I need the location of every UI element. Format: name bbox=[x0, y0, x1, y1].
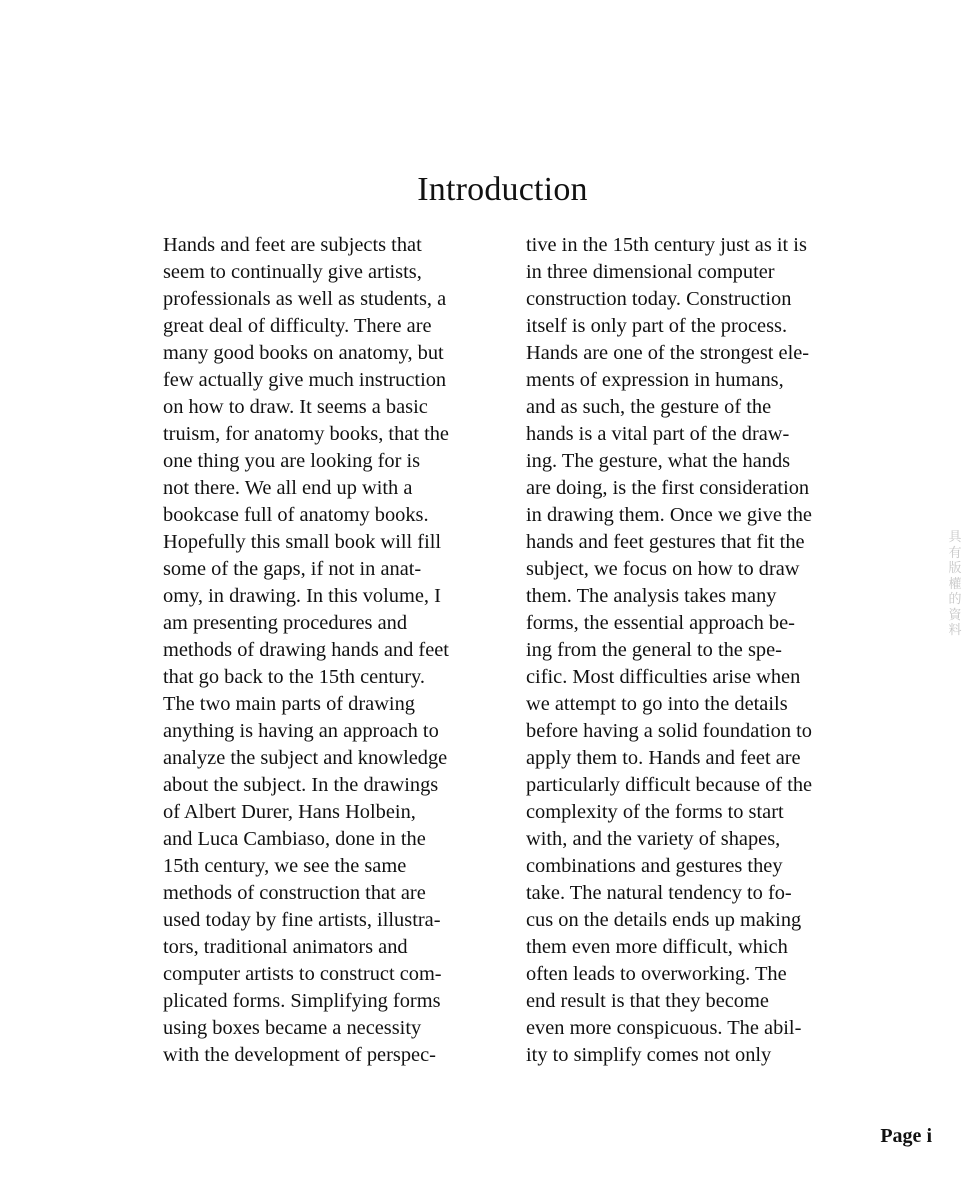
text-line: hands and feet gestures that fit the bbox=[526, 531, 805, 553]
text-line: in drawing them. Once we give the bbox=[526, 504, 812, 526]
text-line: with the development of perspec- bbox=[163, 1044, 436, 1066]
watermark-char: 的 bbox=[948, 592, 962, 607]
text-line: professionals as well as students, a bbox=[163, 288, 447, 310]
text-line: take. The natural tendency to fo- bbox=[526, 882, 792, 904]
text-line: of Albert Durer, Hans Holbein, bbox=[163, 801, 416, 823]
text-line: Hopefully this small book will fill bbox=[163, 531, 442, 553]
text-line: with, and the variety of shapes, bbox=[526, 828, 781, 850]
text-line: some of the gaps, if not in anat- bbox=[163, 558, 422, 580]
text-line: apply them to. Hands and feet are bbox=[526, 747, 801, 769]
watermark-char: 有 bbox=[948, 545, 962, 561]
text-line: methods of construction that are bbox=[163, 882, 426, 904]
text-line: itself is only part of the process. bbox=[526, 315, 788, 337]
text-line: end result is that they become bbox=[526, 990, 769, 1012]
text-line: in three dimensional computer bbox=[526, 261, 775, 283]
watermark-stamp bbox=[946, 530, 964, 639]
text-line: analyze the subject and knowledge bbox=[163, 747, 448, 769]
text-line: complexity of the forms to start bbox=[526, 801, 784, 823]
text-line: tors, traditional animators and bbox=[163, 936, 408, 958]
text-line: cus on the details ends up making bbox=[526, 909, 802, 931]
text-line: Hands are one of the strongest ele- bbox=[526, 342, 810, 364]
text-line: and as such, the gesture of the bbox=[526, 396, 772, 418]
text-line: ments of expression in humans, bbox=[526, 369, 784, 391]
text-line: methods of drawing hands and feet bbox=[163, 639, 449, 661]
watermark-char: 權 bbox=[948, 576, 962, 592]
text-line: we attempt to go into the details bbox=[526, 693, 788, 715]
text-line: cific. Most difficulties arise when bbox=[526, 666, 801, 688]
text-line: that go back to the 15th century. bbox=[163, 666, 425, 688]
text-line: combinations and gestures they bbox=[526, 855, 783, 877]
text-column-right bbox=[526, 232, 812, 1069]
text-line: few actually give much instruction bbox=[163, 369, 447, 391]
text-line: many good books on anatomy, but bbox=[163, 342, 444, 364]
text-line: ity to simplify comes not only bbox=[526, 1044, 772, 1066]
text-line: often leads to overworking. The bbox=[526, 963, 787, 985]
text-line: great deal of difficulty. There are bbox=[163, 315, 432, 337]
text-line: subject, we focus on how to draw bbox=[526, 558, 800, 580]
text-line: tive in the 15th century just as it is bbox=[526, 234, 807, 256]
page-title: Introduction bbox=[417, 171, 588, 208]
text-line: anything is having an approach to bbox=[163, 720, 439, 742]
text-line: computer artists to construct com- bbox=[163, 963, 442, 985]
text-line: am presenting procedures and bbox=[163, 612, 408, 634]
text-line: even more conspicuous. The abil- bbox=[526, 1017, 802, 1039]
text-line: used today by fine artists, illustra- bbox=[163, 909, 441, 931]
watermark-char: 版 bbox=[948, 561, 962, 576]
text-line: plicated forms. Simplifying forms bbox=[163, 990, 441, 1012]
text-line: one thing you are looking for is bbox=[163, 450, 421, 472]
text-line: omy, in drawing. In this volume, I bbox=[163, 585, 441, 607]
text-line: seem to continually give artists, bbox=[163, 261, 422, 283]
text-line: truism, for anatomy books, that the bbox=[163, 423, 449, 445]
text-line: bookcase full of anatomy books. bbox=[163, 504, 429, 526]
text-line: hands is a vital part of the draw- bbox=[526, 423, 790, 445]
text-line: them. The analysis takes many bbox=[526, 585, 777, 607]
text-line: ing from the general to the spe- bbox=[526, 639, 782, 661]
text-line: Hands and feet are subjects that bbox=[163, 234, 422, 256]
text-line: are doing, is the first consideration bbox=[526, 477, 810, 499]
text-line: them even more difficult, which bbox=[526, 936, 788, 958]
text-line: using boxes became a necessity bbox=[163, 1017, 422, 1039]
text-line: not there. We all end up with a bbox=[163, 477, 413, 499]
page-number: Page i bbox=[880, 1125, 932, 1147]
text-line: 15th century, we see the same bbox=[163, 855, 407, 877]
text-line: particularly difficult because of the bbox=[526, 774, 813, 796]
text-column-left bbox=[163, 232, 449, 1069]
text-line: ing. The gesture, what the hands bbox=[526, 450, 791, 472]
text-line: before having a solid foundation to bbox=[526, 720, 812, 742]
text-line: about the subject. In the drawings bbox=[163, 774, 439, 796]
watermark-char: 資 bbox=[948, 607, 962, 623]
watermark-char: 具 bbox=[948, 530, 962, 545]
text-line: construction today. Construction bbox=[526, 288, 792, 310]
watermark-char: 料 bbox=[948, 623, 962, 638]
text-line: The two main parts of drawing bbox=[163, 693, 415, 715]
text-line: on how to draw. It seems a basic bbox=[163, 396, 428, 418]
text-line: forms, the essential approach be- bbox=[526, 612, 795, 634]
text-line: and Luca Cambiaso, done in the bbox=[163, 828, 426, 850]
